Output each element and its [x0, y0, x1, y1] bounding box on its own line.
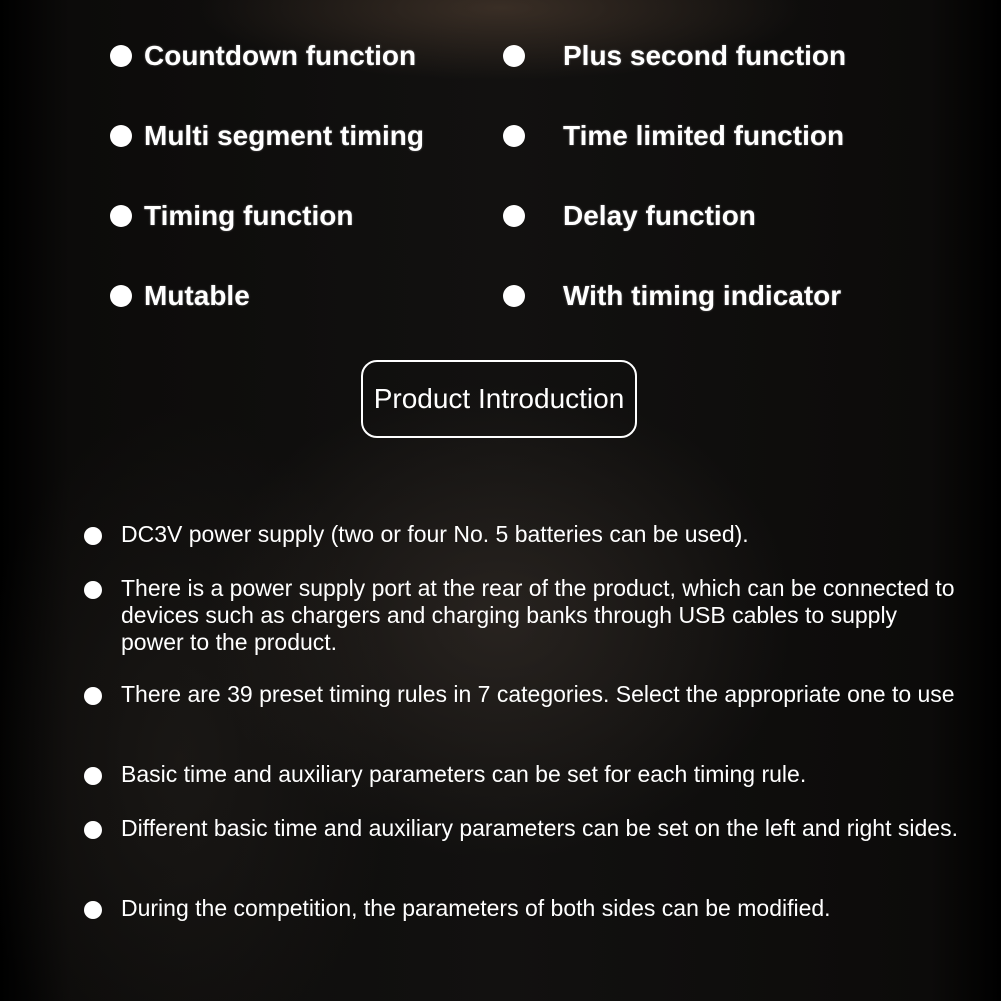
feature-label: Time limited function	[563, 120, 845, 151]
feature-item-multi-segment	[110, 116, 424, 156]
feature-item-countdown	[110, 36, 416, 76]
bullet-dot-icon	[84, 687, 102, 705]
intro-text: Different basic time and auxiliary parameters can be set on the left and right sides.	[121, 815, 958, 841]
feature-item-delay	[503, 196, 756, 236]
feature-item-timing-indicator	[503, 276, 841, 316]
bullet-dot-icon	[503, 285, 525, 307]
bullet-dot-icon	[503, 45, 525, 67]
feature-label: Timing function	[144, 200, 354, 231]
feature-label: Countdown function	[144, 40, 417, 71]
intro-list-item	[84, 681, 964, 708]
bullet-dot-icon	[84, 767, 102, 785]
feature-label: Plus second function	[563, 40, 847, 71]
bullet-dot-icon	[503, 125, 525, 147]
intro-list-item	[84, 575, 964, 656]
feature-item-timing	[110, 196, 353, 236]
bullet-dot-icon	[84, 901, 102, 919]
intro-list-item	[84, 521, 964, 548]
intro-text: During the competition, the parameters of both sides can be modified.	[121, 895, 831, 921]
feature-label: Multi segment timing	[144, 120, 424, 151]
intro-list-item	[84, 895, 964, 922]
feature-label: Mutable	[144, 280, 250, 311]
bullet-dot-icon	[110, 125, 132, 147]
bullet-dot-icon	[84, 527, 102, 545]
bullet-dot-icon	[84, 821, 102, 839]
feature-item-plus-second	[503, 36, 846, 76]
bullet-dot-icon	[84, 581, 102, 599]
intro-text: There is a power supply port at the rear of the product, which can be connected to devices such as chargers and charging banks through USB cables to supply power to the product.	[121, 575, 955, 655]
feature-label: Delay function	[563, 200, 756, 231]
bullet-dot-icon	[110, 205, 132, 227]
bullet-dot-icon	[110, 45, 132, 67]
feature-label: With timing indicator	[563, 280, 842, 311]
intro-list-item	[84, 815, 964, 842]
intro-text: Basic time and auxiliary parameters can be set for each timing rule.	[121, 761, 807, 787]
section-title: Product Introduction	[373, 383, 625, 414]
intro-text: There are 39 preset timing rules in 7 categories. Select the appropriate one to use	[121, 681, 955, 707]
feature-item-mutable	[110, 276, 250, 316]
intro-text: DC3V power supply (two or four No. 5 batteries can be used).	[121, 521, 749, 547]
intro-list-item	[84, 761, 964, 788]
bullet-dot-icon	[503, 205, 525, 227]
bullet-dot-icon	[110, 285, 132, 307]
product-introduction-heading	[361, 360, 637, 438]
feature-item-time-limited	[503, 116, 844, 156]
